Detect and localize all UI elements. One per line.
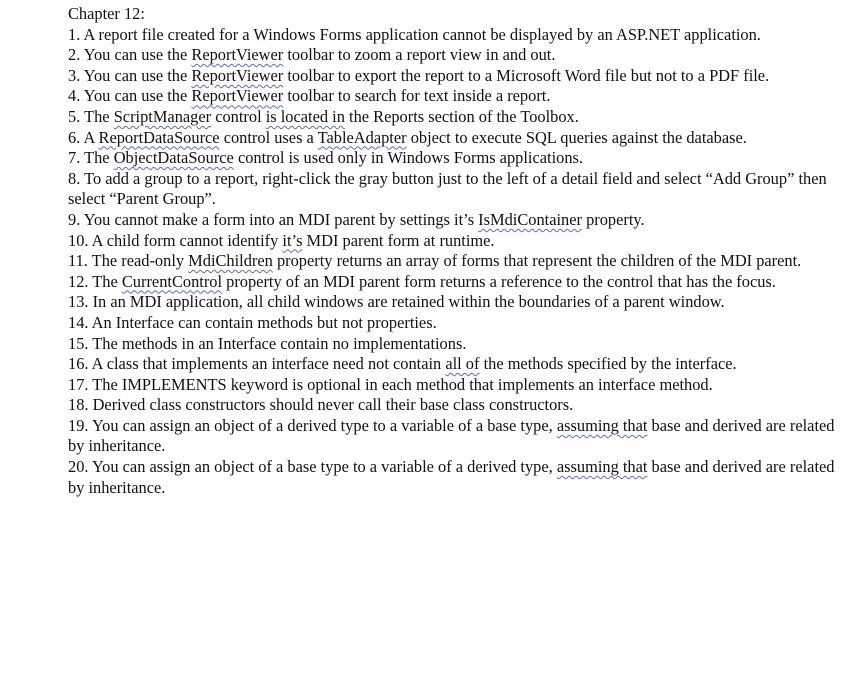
- question-20: [68, 457, 836, 498]
- question-text: property.: [581, 209, 645, 229]
- question-13: [68, 292, 836, 313]
- spellcheck-flagged-word[interactable]: CurrentControl: [121, 271, 223, 291]
- spellcheck-flagged-word[interactable]: ReportViewer: [191, 65, 284, 85]
- question-text: 9. You cannot make a form into an MDI parent by settings it’s: [68, 209, 479, 229]
- question-text: 1. A report file created for a Windows Forms application cannot be displayed by an ASP.NET application.: [68, 24, 761, 44]
- question-text: 11. The read-only: [68, 251, 189, 271]
- question-text: 13. In an MDI application, all child windows are retained within the boundaries of a parent window.: [68, 292, 725, 312]
- spellcheck-flagged-word[interactable]: ReportDataSource: [98, 127, 220, 147]
- question-text: the Reports section of the Toolbox.: [344, 106, 579, 126]
- spellcheck-flagged-word[interactable]: MdiChildren: [188, 251, 273, 271]
- spellcheck-flagged-word[interactable]: ScriptManager: [113, 106, 212, 126]
- question-text: control is used only in Windows Forms applications.: [233, 148, 583, 168]
- question-text: the methods specified by the interface.: [479, 354, 737, 374]
- spellcheck-flagged-word[interactable]: TableAdapter: [317, 127, 407, 147]
- question-text: base and derived are related by inheritance.: [68, 415, 835, 456]
- question-text: object to execute SQL queries against the database.: [406, 127, 747, 147]
- question-text: 8. To add a group to a report, right-click the gray button just to the left of a detail field and select “Add Group” then select “Parent Group”.: [68, 168, 827, 209]
- question-text: 5. The: [68, 106, 114, 126]
- question-text: MDI parent form at runtime.: [302, 230, 495, 250]
- question-18: [68, 395, 836, 416]
- question-text: toolbar to search for text inside a report.: [283, 86, 551, 106]
- question-text: 12. The: [68, 271, 122, 291]
- document-body: [68, 4, 836, 498]
- question-1: [68, 25, 836, 46]
- question-text: base and derived are related by inheritance.: [68, 457, 835, 497]
- question-14: [68, 313, 836, 334]
- grammar-flagged-phrase[interactable]: all of: [445, 354, 480, 374]
- question-7: [68, 148, 836, 169]
- question-text: 19. You can assign an object of a derived type to a variable of a base type,: [68, 415, 557, 435]
- question-text: toolbar to export the report to a Microsoft Word file but not to a PDF file.: [283, 65, 770, 85]
- question-4: [68, 86, 836, 107]
- question-text: control uses a: [219, 127, 318, 147]
- spellcheck-flagged-word[interactable]: ReportViewer: [191, 86, 284, 106]
- grammar-flagged-phrase[interactable]: is located in: [265, 106, 345, 126]
- grammar-flagged-phrase[interactable]: assuming that: [556, 457, 648, 477]
- question-19: [68, 416, 836, 457]
- question-3: [68, 66, 836, 87]
- question-text: 15. The methods in an Interface contain no implementations.: [68, 333, 467, 353]
- question-text: control: [211, 106, 266, 126]
- question-text: 10. A child form cannot identify: [68, 230, 283, 250]
- question-5: [68, 107, 836, 128]
- question-text: property returns an array of forms that represent the children of the MDI parent.: [272, 251, 802, 271]
- question-6: [68, 128, 836, 149]
- question-15: [68, 334, 836, 355]
- question-text: 16. A class that implements an interface need not contain: [68, 354, 446, 374]
- grammar-flagged-phrase[interactable]: assuming that: [556, 415, 648, 435]
- question-text: property of an MDI parent form returns a reference to the control that has the focus.: [222, 271, 776, 291]
- question-9: [68, 210, 836, 231]
- question-2: [68, 45, 836, 66]
- question-text: 14. An Interface can contain methods but not properties.: [68, 312, 437, 332]
- spellcheck-flagged-word[interactable]: IsMdiContainer: [478, 209, 582, 229]
- chapter-heading: Chapter 12:: [68, 4, 145, 23]
- grammar-flagged-phrase[interactable]: it’s: [282, 230, 303, 250]
- spellcheck-flagged-word[interactable]: ObjectDataSource: [113, 148, 234, 168]
- question-text: 6. A: [68, 127, 99, 147]
- question-16: [68, 354, 836, 375]
- question-text: 7. The: [68, 148, 114, 168]
- question-text: 4. You can use the: [68, 86, 192, 106]
- question-text: 20. You can assign an object of a base type to a variable of a derived type,: [68, 457, 557, 477]
- question-text: 3. You can use the: [68, 65, 192, 85]
- spellcheck-flagged-word[interactable]: ReportViewer: [191, 45, 284, 65]
- question-text: toolbar to zoom a report view in and out.: [283, 45, 556, 65]
- question-8: [68, 169, 836, 210]
- question-text: 17. The IMPLEMENTS keyword is optional in each method that implements an interface method.: [68, 374, 713, 394]
- question-11: [68, 251, 836, 272]
- question-12: [68, 272, 836, 293]
- question-10: [68, 231, 836, 252]
- question-text: 18. Derived class constructors should never call their base class constructors.: [68, 395, 574, 415]
- question-text: 2. You can use the: [68, 45, 192, 65]
- question-17: [68, 375, 836, 396]
